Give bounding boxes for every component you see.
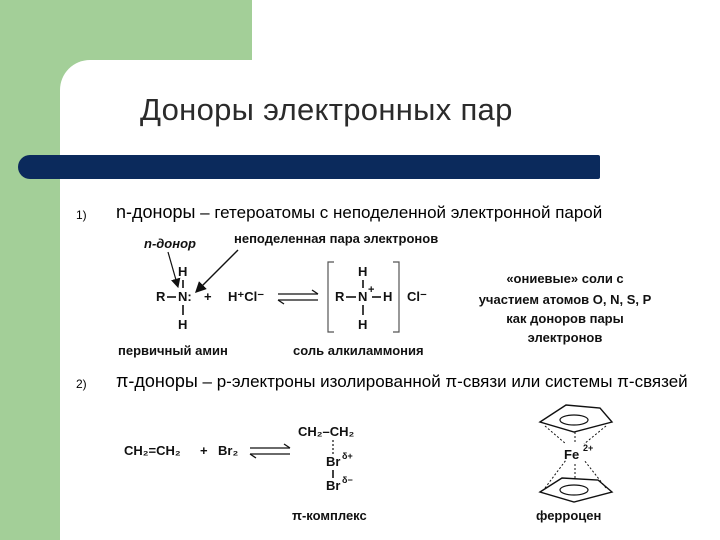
amine-h-bottom: H xyxy=(178,317,188,332)
slide-title: Доноры электронных пар xyxy=(140,92,513,127)
delta-minus: δ− xyxy=(342,475,353,485)
ferrocene-bottom-ring xyxy=(540,478,612,502)
salt-h-top: H xyxy=(358,264,368,279)
onium-note-line-4: электронов xyxy=(527,330,603,345)
lone-pair-arrow xyxy=(196,250,238,292)
salt-n: N xyxy=(358,289,368,304)
item-number-1: 1) xyxy=(76,208,87,222)
item-1-description: – гетероатомы с неподеленной электронной парой xyxy=(195,203,603,222)
hcl-reagent: H⁺Cl⁻ xyxy=(228,289,265,304)
onium-note-line-2: участием атомов O, N, S, P xyxy=(478,292,652,307)
salt-bracket-right xyxy=(393,262,399,332)
onium-note-line-3: как доноров пары xyxy=(506,311,624,326)
amine-r: R xyxy=(156,289,166,304)
ferrocene-fe-charge: 2+ xyxy=(583,443,594,453)
item-1-lead: n-доноры xyxy=(116,202,196,222)
complex-br-2: Br xyxy=(326,478,341,493)
salt-caption: соль алкиламмония xyxy=(293,343,424,358)
salt-bracket-left xyxy=(328,262,334,332)
item-2-description: – p-электроны изолированной π-связи или системы π-связей xyxy=(197,372,688,391)
delta-plus: δ+ xyxy=(342,451,353,461)
ferrocene-top-ring xyxy=(540,405,612,432)
n-donor-label: n-донор xyxy=(144,236,196,251)
amine-h-top: H xyxy=(178,264,188,279)
bromine-formula: Br₂ xyxy=(218,443,239,458)
salt-r: R xyxy=(335,289,345,304)
amine-caption: первичный амин xyxy=(118,343,228,358)
ethylene-formula: CH₂=CH₂ xyxy=(124,443,181,458)
salt-h-bottom: H xyxy=(358,317,368,332)
item-number-2: 2) xyxy=(76,377,87,391)
plus-sign-1: + xyxy=(204,289,212,304)
salt-anion: Cl⁻ xyxy=(407,289,427,304)
lone-pair-label: неподеленная пара электронов xyxy=(234,231,439,246)
plus-sign-2: + xyxy=(200,443,208,458)
amine-n: N: xyxy=(178,289,192,304)
salt-n-charge: + xyxy=(368,284,375,296)
complex-top: CH₂–CH₂ xyxy=(298,424,355,439)
ferrocene-fe: Fe xyxy=(564,447,580,462)
onium-note-line-1: «ониевые» соли с xyxy=(506,271,624,286)
salt-h-right: H xyxy=(383,289,393,304)
ferrocene-caption: ферроцен xyxy=(536,508,602,523)
n-donor-arrow xyxy=(168,252,178,287)
complex-caption: π-комплекс xyxy=(292,508,367,523)
complex-br-1: Br xyxy=(326,454,341,469)
item-2-lead: π-доноры xyxy=(116,371,198,391)
